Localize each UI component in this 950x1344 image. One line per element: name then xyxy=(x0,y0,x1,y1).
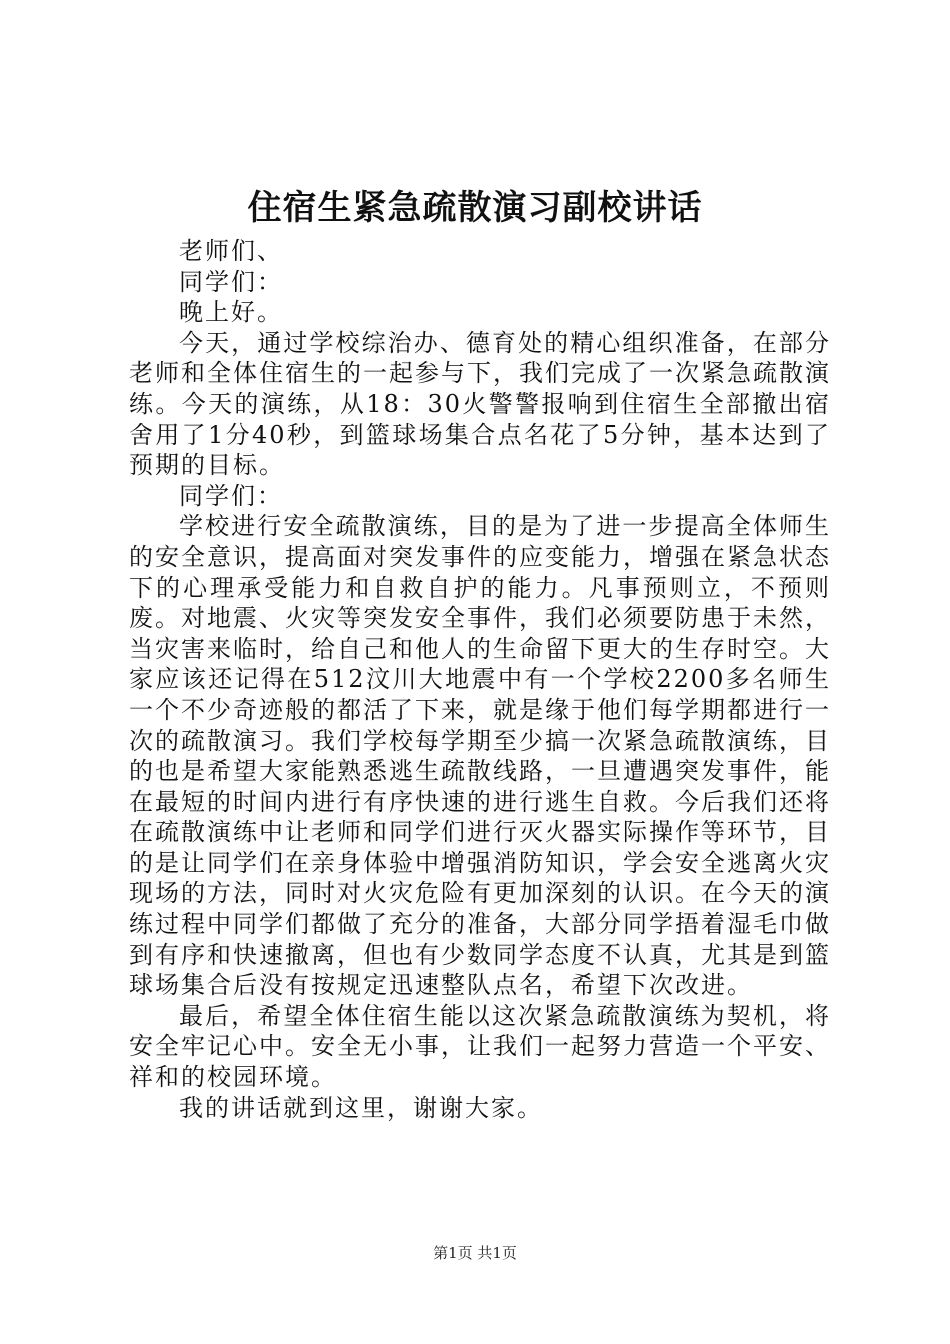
salutation-students: 同学们： xyxy=(179,267,283,296)
salutation-teachers: 老师们、 xyxy=(179,237,283,265)
greeting: 晚上好。 xyxy=(179,298,283,327)
closing-remark: 我的讲话就到这里，谢谢大家。 xyxy=(179,1093,543,1122)
body-paragraph-drill-summary: 今天，通过学校综治办、德育处的精心组织准备，在部分老师和全体住宿生的一起参与下，我们完成了一次紧急疏散演练。今天的演练，从18：30火警警报响到住宿生全部撤出宿舍用了1分40秒，到篮球场集合点名花了5分钟，基本达到了预期的目标。 xyxy=(129,328,831,480)
body-paragraph-purpose: 学校进行安全疏散演练，目的是为了进一步提高全体师生的安全意识，提高面对突发事件的应变能力，增强在紧急状态下的心理承受能力和自救自护的能力。凡事预则立，不预则废。对地震、火灾等突发安全事件，我们必须要防患于未然，当灾害来临时，给自己和他人的生命留下更大的生存时空。大家应该还记得在512汶川大地震中有一个学校2200多名师生一个不少奇迹般的都活了下来，就是缘于他们每学期都进行一次的疏散演习。我们学校每学期至少搞一次紧急疏散演练，目的也是希望大家能熟悉逃生疏散线路，一旦遭遇突发事件，能在最短的时间内进行有序快速的进行逃生自救。今后我们还将在疏散演练中让老师和同学们进行灭火器实际操作等环节，目的是让同学们在亲身体验中增强消防知识，学会安全逃离火灾现场的方法，同时对火灾危险有更加深刻的认识。在今天的演练过程中同学们都做了充分的准备，大部分同学捂着湿毛巾做到有序和快速撤离，但也有少数同学态度不认真，尤其是到篮球场集合后没有按规定迅速整队点名，希望下次改进。 xyxy=(129,512,831,1000)
page-footer: 第1页 共1页 xyxy=(433,1244,517,1262)
document-body xyxy=(129,236,831,1123)
body-paragraph-closing: 最后，希望全体住宿生能以这次紧急疏散演练为契机，将安全牢记心中。安全无小事，让我们一起努力营造一个平安、祥和的校园环境。 xyxy=(129,1001,831,1092)
document-title: 住宿生紧急疏散演习副校讲话 xyxy=(247,188,703,228)
salutation-students-second: 同学们： xyxy=(179,481,283,510)
